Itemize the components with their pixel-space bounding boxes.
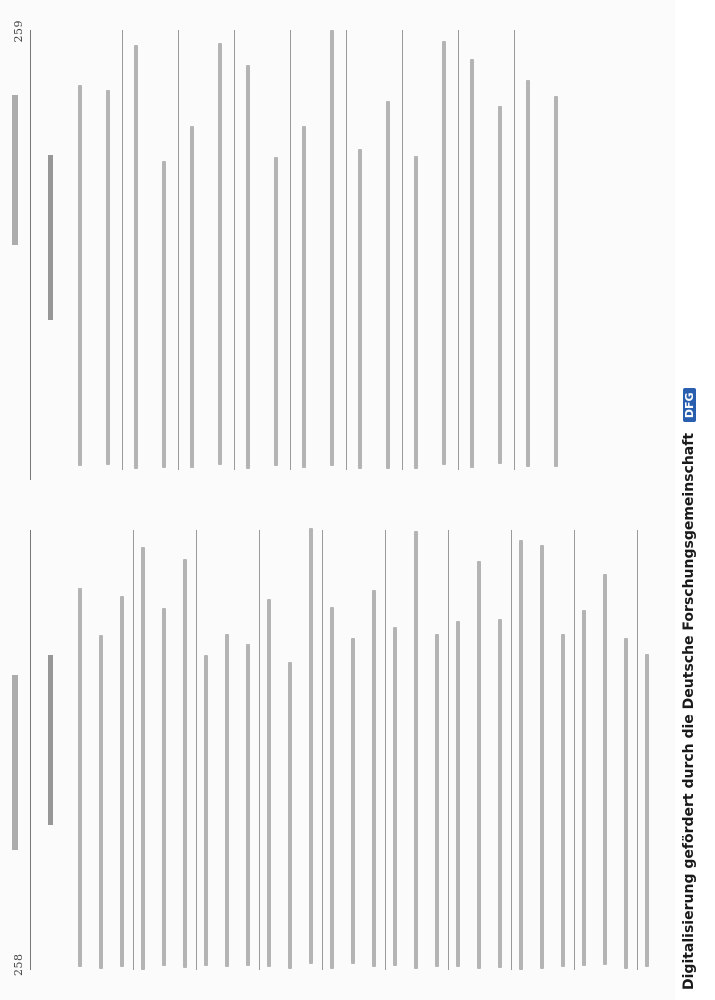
left-page [0, 500, 680, 1000]
left-page-entry-separator [196, 530, 197, 970]
right-page-text-line [274, 157, 278, 466]
right-page-text-line [358, 149, 362, 469]
right-page-text-line [526, 80, 530, 467]
right-page-text-line [442, 41, 446, 465]
digitization-sidebar [675, 0, 715, 1000]
right-page-text-line [78, 85, 82, 466]
right-page-entry-separator [122, 30, 123, 470]
section-title-right [48, 155, 53, 320]
right-page-text-line [134, 45, 138, 469]
left-page-entry-separator [322, 530, 323, 970]
right-page-text-line [218, 43, 222, 465]
left-page-text-line [456, 621, 460, 967]
page-number-left: 258 [12, 953, 25, 976]
right-page [0, 0, 680, 500]
right-page-entry-separator [290, 30, 291, 470]
left-page-text-line [645, 654, 649, 967]
left-page-text-line [351, 638, 355, 964]
section-title-left [48, 655, 53, 825]
left-page-text-line [519, 540, 523, 970]
running-head-right [12, 95, 18, 245]
right-page-text-line [106, 90, 110, 465]
right-page-text-line [554, 96, 558, 467]
left-page-text-line [393, 627, 397, 966]
left-page-text-line [78, 588, 82, 967]
right-page-entry-separator [346, 30, 347, 470]
header-rule-left [30, 530, 31, 970]
left-page-entry-separator [448, 530, 449, 970]
right-page-text-line [386, 101, 390, 469]
left-page-text-line [204, 655, 208, 966]
left-page-text-line [414, 531, 418, 969]
left-page-text-line [498, 619, 502, 968]
left-page-text-line [603, 574, 607, 965]
right-page-text-line [498, 106, 502, 464]
left-page-entry-separator [511, 530, 512, 970]
page-number-right: 259 [12, 20, 25, 43]
left-page-text-line [99, 635, 103, 969]
digitization-notice: Digitalisierung gefördert durch die Deutsche Forschungsgemeinschaft [681, 432, 697, 990]
running-head-left [12, 675, 18, 850]
header-rule-right [30, 30, 31, 480]
right-page-text-line [470, 59, 474, 468]
right-page-entry-separator [514, 30, 515, 470]
left-page-entry-separator [259, 530, 260, 970]
left-page-entry-separator [133, 530, 134, 970]
right-page-text-line [414, 156, 418, 469]
left-page-text-line [162, 608, 166, 966]
left-page-text-line [267, 599, 271, 967]
left-page-text-line [435, 634, 439, 967]
left-page-entry-separator [574, 530, 575, 970]
left-page-text-line [183, 559, 187, 968]
left-page-text-line [246, 644, 250, 966]
right-page-entry-separator [402, 30, 403, 470]
right-page-entry-separator [458, 30, 459, 470]
left-page-text-line [624, 638, 628, 969]
left-page-text-line [120, 596, 124, 967]
right-page-entry-separator [178, 30, 179, 470]
right-page-text-line [330, 30, 334, 466]
left-page-text-line [540, 545, 544, 969]
right-page-text-line [302, 126, 306, 468]
left-page-text-line [309, 528, 313, 964]
left-page-text-line [477, 561, 481, 969]
right-page-text-line [190, 126, 194, 468]
dfg-logo: DFG [683, 388, 696, 422]
left-page-entry-separator [637, 530, 638, 970]
left-page-text-line [561, 634, 565, 967]
left-page-entry-separator [385, 530, 386, 970]
right-page-entry-separator [234, 30, 235, 470]
right-page-text-line [162, 161, 166, 468]
left-page-text-line [225, 634, 229, 967]
left-page-text-line [141, 547, 145, 970]
right-page-text-line [246, 65, 250, 469]
left-page-text-line [288, 662, 292, 969]
left-page-text-line [372, 590, 376, 967]
left-page-text-line [582, 610, 586, 966]
left-page-text-line [330, 607, 334, 969]
